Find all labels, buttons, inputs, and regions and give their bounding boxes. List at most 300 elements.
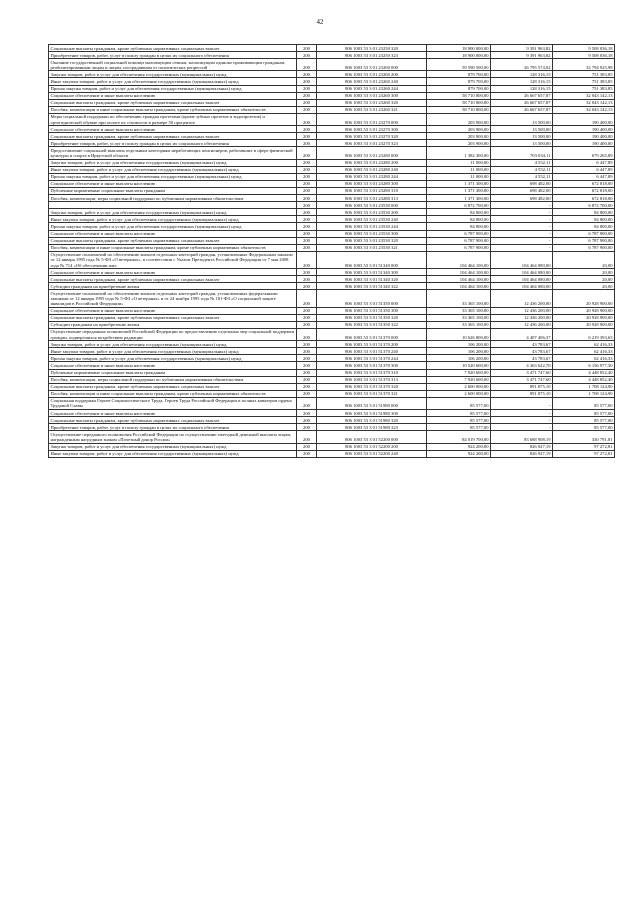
budget-table [48, 44, 615, 458]
row-executed: - [491, 237, 553, 244]
row-budget-code: 806 1003 53 3 01 51340 000 [317, 251, 427, 268]
row-remaining: 62 416,33 [553, 341, 615, 348]
row-executed: - [491, 424, 553, 431]
row-approved: 6 787 900,00 [427, 244, 491, 251]
row-name: Субсидии гражданам на приобретение жилья [49, 321, 297, 328]
row-name: Прочая закупка товаров, работ и услуг для обеспечения государственных (муниципальных) нужд [49, 173, 297, 180]
row-remaining: 672 818,00 [553, 195, 615, 202]
row-remaining: 85 577,00 [553, 417, 615, 424]
row-approved: 6 787 900,00 [427, 230, 491, 237]
table-row [49, 147, 615, 159]
table-row [49, 216, 615, 223]
table-row [49, 106, 615, 113]
row-name: Социальные выплаты гражданам, кроме публичных нормативных социальных выплат [49, 237, 297, 244]
row-budget-code: 806 1003 53 3 01 51350 300 [317, 307, 427, 314]
table-row [49, 52, 615, 59]
row-budget-code: 806 1003 53 3 01 51370 244 [317, 355, 427, 362]
row-executed: - [491, 397, 553, 409]
row-remaining: 6 787 900,00 [553, 244, 615, 251]
row-line-code: 200 [297, 92, 317, 99]
row-name: Иные закупки товаров, работ и услуг для обеспечения государственных (муниципальных) нужд [49, 216, 297, 223]
row-line-code: 200 [297, 159, 317, 166]
row-remaining: 85 577,00 [553, 397, 615, 409]
row-line-code: 200 [297, 424, 317, 431]
row-name: Прочая закупка товаров, работ и услуг для обеспечения государственных (муниципальных) нужд [49, 85, 297, 92]
row-budget-code: 806 1003 53 3 01 23260 200 [317, 71, 427, 78]
table-row [49, 290, 615, 307]
row-executed: 43 783,67 [491, 355, 553, 362]
row-remaining: 32 043 142,13 [553, 106, 615, 113]
row-name: Осуществление полномочий по обеспечению жильем отдельных категорий граждан, установленных Федеральным законом от 12 января 1995 года № 5-ФЗ «О ветеранах», в соответствии с Указом Президента Российской Федерации от 7 мая 2008 года № 714 «Об обеспечении жил [49, 251, 297, 268]
row-line-code: 200 [297, 369, 317, 376]
row-approved: 59 590 500,00 [427, 59, 491, 71]
table-row [49, 314, 615, 321]
table-row [49, 187, 615, 194]
row-executed: 26 667 657,87 [491, 106, 553, 113]
row-approved: 104 464 100,00 [427, 276, 491, 283]
row-executed: - [491, 410, 553, 417]
row-name: Пособия, компенсации и иные социальные выплаты гражданам, кроме публичных нормативных обязательств [49, 244, 297, 251]
row-budget-code: 806 1003 53 3 01 23270 300 [317, 126, 427, 133]
row-executed: 12 436 200,00 [491, 307, 553, 314]
row-line-code: 200 [297, 59, 317, 71]
row-line-code: 200 [297, 209, 317, 216]
row-remaining: 20,00 [553, 251, 615, 268]
row-remaining: 84 800,00 [553, 209, 615, 216]
row-executed: 4 407 406,37 [491, 328, 553, 340]
row-approved: 58 710 800,00 [427, 106, 491, 113]
row-executed: 13 500,00 [491, 113, 553, 125]
row-executed: 12 436 200,00 [491, 290, 553, 307]
row-executed: 4 552,11 [491, 166, 553, 173]
row-name: Социальное обеспечение и иные выплаты населению [49, 269, 297, 276]
row-remaining: 84 800,00 [553, 223, 615, 230]
table-row [49, 173, 615, 180]
table-row [49, 307, 615, 314]
row-remaining: 190 400,00 [553, 113, 615, 125]
row-remaining: 32 794 925,98 [553, 59, 615, 71]
row-remaining: 190 400,00 [553, 133, 615, 140]
row-approved: 33 365 100,00 [427, 314, 491, 321]
table-row [49, 321, 615, 328]
row-name: Пособия, компенсации, меры социальной поддержки по публичным нормативным обязательствам [49, 376, 297, 383]
row-executed: - [491, 202, 553, 209]
row-executed: 12 436 200,00 [491, 314, 553, 321]
row-name: Закупка товаров, работ и услуг для обеспечения государственных (муниципальных) нужд [49, 341, 297, 348]
row-approved: 104 464 100,00 [427, 269, 491, 276]
row-approved: 2 600 000,00 [427, 390, 491, 397]
row-name: Иные закупки товаров, работ и услуг для обеспечения государственных (муниципальных) нужд [49, 348, 297, 355]
row-remaining: 97 272,81 [553, 450, 615, 457]
row-approved: 85 577,00 [427, 424, 491, 431]
row-approved: 104 464 100,00 [427, 251, 491, 268]
row-name: Субсидии гражданам на приобретение жилья [49, 283, 297, 290]
row-remaining: 32 043 142,13 [553, 99, 615, 106]
row-name: Социальная поддержка Героев Социалистического Труда, Героев Труда Российской Федерации и полных кавалеров ордена Трудовой Славы [49, 397, 297, 409]
row-approved: 58 710 800,00 [427, 99, 491, 106]
row-name: Социальное обеспечение и иные выплаты населению [49, 410, 297, 417]
table-row [49, 397, 615, 409]
row-remaining: 6 156 977,30 [553, 362, 615, 369]
row-remaining: 20,00 [553, 269, 615, 276]
row-budget-code: 806 1003 53 3 01 23530 200 [317, 209, 427, 216]
row-line-code: 200 [297, 52, 317, 59]
row-name: Социальные выплаты гражданам, кроме публичных нормативных социальных выплат [49, 45, 297, 52]
row-approved: 84 019 700,00 [427, 431, 491, 443]
row-executed: 43 783,67 [491, 348, 553, 355]
row-remaining: 32 043 142,13 [553, 92, 615, 99]
row-remaining: 190 400,00 [553, 126, 615, 133]
table-row [49, 431, 615, 443]
row-executed: - [491, 216, 553, 223]
row-name: Социальные выплаты гражданам, кроме публичных нормативных социальных выплат [49, 99, 297, 106]
row-executed: 128 316,15 [491, 78, 553, 85]
row-executed: 4 552,11 [491, 159, 553, 166]
row-budget-code: 806 1003 53 3 01 23250 320 [317, 45, 427, 52]
row-executed: 104 464 080,00 [491, 269, 553, 276]
row-approved: 7 920 600,00 [427, 369, 491, 376]
table-row [49, 113, 615, 125]
row-budget-code: 806 1003 53 3 01 23280 000 [317, 147, 427, 159]
row-budget-code: 806 1003 53 3 01 23280 200 [317, 159, 427, 166]
row-name: Закупка товаров, работ и услуг для обеспечения государственных (муниципальных) нужд [49, 71, 297, 78]
row-line-code: 200 [297, 390, 317, 397]
row-executed: 128 316,15 [491, 71, 553, 78]
row-budget-code: 806 1003 53 3 01 51350 322 [317, 321, 427, 328]
row-remaining: 9 508 036,18 [553, 45, 615, 52]
row-approved: 106 200,00 [427, 348, 491, 355]
row-remaining: 6 219 393,63 [553, 328, 615, 340]
row-remaining: 6 447,89 [553, 166, 615, 173]
row-budget-code: 806 1003 53 3 01 51370 240 [317, 348, 427, 355]
row-name: Иные закупки товаров, работ и услуг для обеспечения государственных (муниципальных) нужд [49, 166, 297, 173]
table-row [49, 383, 615, 390]
row-executed: 891 875,10 [491, 390, 553, 397]
row-budget-code: 806 1003 53 3 01 23260 320 [317, 99, 427, 106]
row-budget-code: 806 1003 53 3 01 51340 322 [317, 283, 427, 290]
row-line-code: 200 [297, 383, 317, 390]
row-line-code: 200 [297, 290, 317, 307]
row-approved: 10 626 800,00 [427, 328, 491, 340]
table-row [49, 159, 615, 166]
row-line-code: 200 [297, 133, 317, 140]
table-row [49, 251, 615, 268]
row-approved: 33 365 100,00 [427, 290, 491, 307]
row-budget-code: 806 1003 53 3 01 23260 321 [317, 106, 427, 113]
row-line-code: 200 [297, 202, 317, 209]
row-executed: 104 464 080,00 [491, 276, 553, 283]
row-approved: 879 700,00 [427, 71, 491, 78]
row-budget-code: 806 1003 53 3 01 23260 244 [317, 85, 427, 92]
table-row [49, 230, 615, 237]
row-budget-code: 806 1003 53 3 01 51350 320 [317, 314, 427, 321]
row-name: Социальные выплаты гражданам, кроме публичных нормативных социальных выплат [49, 314, 297, 321]
row-executed: - [491, 244, 553, 251]
row-remaining: 20 928 900,00 [553, 314, 615, 321]
row-executed: 698 482,00 [491, 180, 553, 187]
table-row [49, 78, 615, 85]
row-executed: 12 436 200,00 [491, 321, 553, 328]
row-budget-code: 806 1003 53 3 01 51980 000 [317, 397, 427, 409]
row-executed: 891 875,10 [491, 383, 553, 390]
row-remaining: 85 577,00 [553, 424, 615, 431]
row-name: Иные закупки товаров, работ и услуг для обеспечения государственных (муниципальных) нужд [49, 78, 297, 85]
page-number: 42 [316, 18, 324, 26]
row-executed: 698 482,00 [491, 195, 553, 202]
row-name: Предоставление социальной выплаты отдельным категориям неработающих пенсионеров, работавших в сфере физической культуры и спорта в Иркутской области [49, 147, 297, 159]
row-executed: 128 316,15 [491, 85, 553, 92]
row-budget-code: 806 1003 53 3 01 51340 320 [317, 276, 427, 283]
table-row [49, 424, 615, 431]
row-approved: 85 577,00 [427, 397, 491, 409]
row-executed: 4 552,11 [491, 173, 553, 180]
table-row [49, 410, 615, 417]
table-row [49, 283, 615, 290]
row-line-code: 200 [297, 355, 317, 362]
row-approved: 203 900,00 [427, 126, 491, 133]
row-budget-code: 806 1003 53 3 01 23280 310 [317, 187, 427, 194]
row-name: Социальное обеспечение и иные выплаты населению [49, 230, 297, 237]
row-line-code: 200 [297, 78, 317, 85]
table-row [49, 71, 615, 78]
row-approved: 58 710 800,00 [427, 92, 491, 99]
row-approved: 84 800,00 [427, 216, 491, 223]
row-name: Закупка товаров, работ и услуг для обеспечения государственных (муниципальных) нужд [49, 159, 297, 166]
row-budget-code: 806 1003 53 3 01 51370 310 [317, 369, 427, 376]
row-remaining: 6 447,89 [553, 173, 615, 180]
table-row [49, 390, 615, 397]
row-line-code: 200 [297, 230, 317, 237]
row-remaining: 62 416,33 [553, 348, 615, 355]
row-budget-code: 806 1003 53 3 01 23530 320 [317, 237, 427, 244]
row-approved: 85 577,00 [427, 410, 491, 417]
row-line-code: 200 [297, 397, 317, 409]
row-remaining: 751 383,85 [553, 71, 615, 78]
table-row [49, 59, 615, 71]
row-remaining: 62 416,33 [553, 355, 615, 362]
table-row [49, 237, 615, 244]
row-line-code: 200 [297, 244, 317, 251]
row-name: Социальное обеспечение и иные выплаты населению [49, 126, 297, 133]
row-name: Публичные нормативные социальные выплаты гражданам [49, 369, 297, 376]
row-remaining: 330 791,81 [553, 431, 615, 443]
row-executed: 4 363 622,70 [491, 362, 553, 369]
row-line-code: 200 [297, 376, 317, 383]
row-executed: 3 471 747,60 [491, 369, 553, 376]
row-budget-code: 806 1003 53 3 01 51980 300 [317, 410, 427, 417]
table-row [49, 99, 615, 106]
row-approved: 6 872 700,00 [427, 202, 491, 209]
row-remaining: 1 708 124,90 [553, 390, 615, 397]
row-remaining: 672 818,00 [553, 187, 615, 194]
row-executed: 104 464 080,00 [491, 283, 553, 290]
row-budget-code: 806 1003 53 3 01 51370 200 [317, 341, 427, 348]
row-approved: 18 900 000,00 [427, 52, 491, 59]
row-approved: 1 371 300,00 [427, 180, 491, 187]
row-line-code: 200 [297, 113, 317, 125]
row-remaining: 4 448 852,40 [553, 369, 615, 376]
table-row [49, 195, 615, 202]
row-budget-code: 806 1003 53 3 01 51980 323 [317, 424, 427, 431]
row-remaining: 97 272,81 [553, 443, 615, 450]
row-executed: 13 500,00 [491, 133, 553, 140]
row-approved: 203 900,00 [427, 113, 491, 125]
row-budget-code: 806 1003 53 3 01 52200 000 [317, 431, 427, 443]
row-line-code: 200 [297, 307, 317, 314]
row-remaining: 4 448 852,40 [553, 376, 615, 383]
row-line-code: 200 [297, 85, 317, 92]
table-row [49, 348, 615, 355]
row-name: Приобретение товаров, работ, услуг в пользу граждан в целях их социального обеспечения [49, 140, 297, 147]
row-approved: 203 900,00 [427, 133, 491, 140]
row-approved: 1 371 300,00 [427, 187, 491, 194]
table-row [49, 417, 615, 424]
row-line-code: 200 [297, 45, 317, 52]
row-line-code: 200 [297, 283, 317, 290]
row-executed: - [491, 223, 553, 230]
table-row [49, 362, 615, 369]
row-approved: 1 371 300,00 [427, 195, 491, 202]
table-row [49, 341, 615, 348]
row-executed: 703 034,11 [491, 147, 553, 159]
row-line-code: 200 [297, 187, 317, 194]
row-approved: 924 200,00 [427, 443, 491, 450]
row-approved: 11 000,00 [427, 159, 491, 166]
row-executed: 13 500,00 [491, 140, 553, 147]
row-name: Закупка товаров, работ и услуг для обеспечения государственных (муниципальных) нужд [49, 209, 297, 216]
row-budget-code: 806 1003 53 3 01 23250 323 [317, 52, 427, 59]
row-approved: 2 600 000,00 [427, 383, 491, 390]
row-approved: 18 900 000,00 [427, 45, 491, 52]
row-name: Осуществление полномочий по обеспечению жильем отдельных категорий граждан, установленных федеральными законами от 12 января 1995 года № 5-ФЗ «О ветеранах» и от 24 ноября 1995 года № 181-ФЗ «О социальной защите инвалидов в Российской Федерации» [49, 290, 297, 307]
row-executed: 9 391 963,82 [491, 52, 553, 59]
row-name: Осуществление переданных полномочий Российской Федерации по предоставлению отдельных мер социальной поддержки граждан, подвергшихся воздействию радиации [49, 328, 297, 340]
row-executed: 698 482,00 [491, 187, 553, 194]
table-row [49, 328, 615, 340]
row-executed: 26 667 657,87 [491, 92, 553, 99]
row-approved: 879 700,00 [427, 85, 491, 92]
row-name: Прочая закупка товаров, работ и услуг для обеспечения государственных (муниципальных) нужд [49, 223, 297, 230]
row-line-code: 200 [297, 126, 317, 133]
row-remaining: 6 872 700,00 [553, 202, 615, 209]
row-approved: 33 365 100,00 [427, 307, 491, 314]
row-approved: 1 382 300,00 [427, 147, 491, 159]
row-executed: 26 795 574,02 [491, 59, 553, 71]
row-remaining: 6 787 900,00 [553, 230, 615, 237]
row-executed: - [491, 230, 553, 237]
row-approved: 84 800,00 [427, 223, 491, 230]
row-line-code: 200 [297, 223, 317, 230]
table-row [49, 202, 615, 209]
row-budget-code: 806 1003 53 3 01 51370 320 [317, 383, 427, 390]
row-approved: 106 200,00 [427, 341, 491, 348]
row-remaining: 672 818,00 [553, 180, 615, 187]
row-remaining: 20,00 [553, 283, 615, 290]
row-approved: 11 000,00 [427, 166, 491, 173]
row-line-code: 200 [297, 362, 317, 369]
row-approved: 7 920 600,00 [427, 376, 491, 383]
table-row [49, 140, 615, 147]
row-line-code: 200 [297, 269, 317, 276]
row-remaining: 679 265,89 [553, 147, 615, 159]
row-line-code: 200 [297, 431, 317, 443]
table-row [49, 45, 615, 52]
row-budget-code: 806 1003 53 3 01 23530 300 [317, 230, 427, 237]
row-remaining: 20 928 900,00 [553, 321, 615, 328]
row-approved: 879 700,00 [427, 78, 491, 85]
row-name: Прочая закупка товаров, работ и услуг для обеспечения государственных (муниципальных) нужд [49, 355, 297, 362]
row-line-code: 200 [297, 450, 317, 457]
table-row [49, 133, 615, 140]
row-name: Социальные выплаты гражданам, кроме публичных нормативных социальных выплат [49, 417, 297, 424]
table-row [49, 376, 615, 383]
row-executed: 83 688 908,19 [491, 431, 553, 443]
row-approved: 11 000,00 [427, 173, 491, 180]
row-budget-code: 806 1003 53 3 01 23260 000 [317, 59, 427, 71]
row-name: Пособия, компенсации, меры социальной поддержки по публичным нормативным обязательствам [49, 195, 297, 202]
table-row [49, 269, 615, 276]
row-remaining: 1 708 124,90 [553, 383, 615, 390]
row-line-code: 200 [297, 443, 317, 450]
row-line-code: 200 [297, 341, 317, 348]
row-approved: 10 520 600,00 [427, 362, 491, 369]
row-budget-code: 806 1003 53 3 01 51370 313 [317, 376, 427, 383]
row-name: Социальное обеспечение и иные выплаты населению [49, 92, 297, 99]
row-executed: - [491, 209, 553, 216]
row-line-code: 200 [297, 180, 317, 187]
row-name: Публичные нормативные социальные выплаты гражданам [49, 187, 297, 194]
row-budget-code: 806 1003 53 3 01 51340 300 [317, 269, 427, 276]
row-remaining: 751 383,85 [553, 85, 615, 92]
row-budget-code: 806 1003 53 3 01 23280 244 [317, 173, 427, 180]
table-row [49, 126, 615, 133]
row-line-code: 200 [297, 166, 317, 173]
row-line-code: 200 [297, 348, 317, 355]
row-approved: 84 800,00 [427, 209, 491, 216]
row-approved: 106 200,00 [427, 355, 491, 362]
row-line-code: 200 [297, 147, 317, 159]
row-budget-code: 806 1003 53 3 01 23270 320 [317, 133, 427, 140]
row-line-code: 200 [297, 71, 317, 78]
row-line-code: 200 [297, 321, 317, 328]
row-remaining: 9 508 036,18 [553, 52, 615, 59]
row-remaining: 84 800,00 [553, 216, 615, 223]
row-name: Социальное обеспечение и иные выплаты населению [49, 362, 297, 369]
table-row [49, 209, 615, 216]
row-executed: 826 927,19 [491, 443, 553, 450]
row-budget-code: 806 1003 53 3 01 23280 300 [317, 180, 427, 187]
row-remaining: 6 787 900,00 [553, 237, 615, 244]
row-line-code: 200 [297, 314, 317, 321]
row-line-code: 200 [297, 328, 317, 340]
row-line-code: 200 [297, 99, 317, 106]
row-approved: 924 200,00 [427, 450, 491, 457]
row-remaining: 190 400,00 [553, 140, 615, 147]
row-executed: 9 391 963,82 [491, 45, 553, 52]
row-approved: 104 464 100,00 [427, 283, 491, 290]
row-executed: 43 783,67 [491, 341, 553, 348]
row-remaining: 6 447,89 [553, 159, 615, 166]
table-row [49, 355, 615, 362]
row-name: Иные закупки товаров, работ и услуг для обеспечения государственных (муниципальных) нужд [49, 450, 297, 457]
row-remaining: 85 577,00 [553, 410, 615, 417]
table-row [49, 180, 615, 187]
row-budget-code: 806 1003 53 3 01 51370 321 [317, 390, 427, 397]
row-approved: 33 365 100,00 [427, 321, 491, 328]
table-row [49, 369, 615, 376]
row-budget-code: 806 1003 53 3 01 52200 200 [317, 443, 427, 450]
row-budget-code: 806 1003 53 3 01 23530 321 [317, 244, 427, 251]
